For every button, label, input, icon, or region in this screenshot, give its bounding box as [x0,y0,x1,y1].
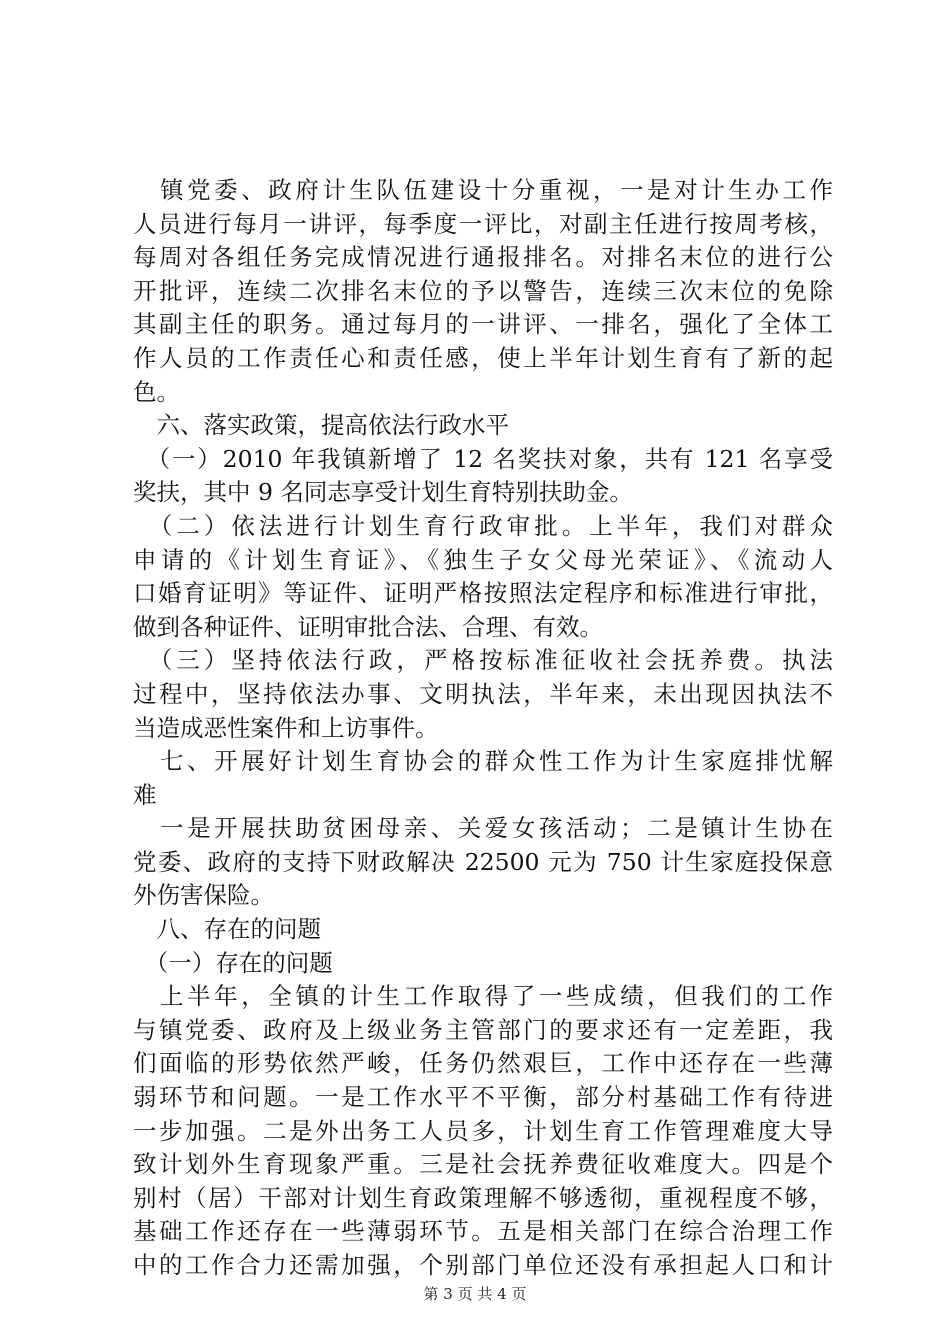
text-line: 致计划外生育现象严重。三是社会抚养费征收难度大。四是个 [133,1150,833,1179]
text-line: 上半年，全镇的计生工作取得了一些成绩，但我们的工作 [133,982,833,1011]
text-line: 六、落实政策，提高依法行政水平 [133,411,509,440]
text-line: 一步加强。二是外出务工人员多，计划生育工作管理难度大导 [133,1116,833,1145]
text-line: 八、存在的问题 [133,915,321,944]
text-line: 弱环节和问题。一是工作水平不平衡，部分村基础工作有待进 [133,1083,833,1112]
text-line: 基础工作还存在一些薄弱环节。五是相关部门在综合治理工作 [133,1217,833,1246]
text-line: 申请的《计划生育证》、《独生子女父母光荣证》、《流动人 [133,545,833,574]
text-line: 别村（居）干部对计划生育政策理解不够透彻，重视程度不够， [133,1183,833,1212]
text-line: 其副主任的职务。通过每月的一讲评、一排名，强化了全体工 [133,310,833,339]
page-footer: 第 3 页 共 4 页 [423,1285,527,1303]
text-line: 作人员的工作责任心和责任感，使上半年计划生育有了新的起 [133,343,833,372]
text-line: 当造成恶性案件和上访事件。 [133,713,439,742]
text-line: 每周对各组任务完成情况进行通报排名。对排名末位的进行公 [133,243,833,272]
text-line: （三）坚持依法行政，严格按标准征收社会抚养费。执法 [133,646,833,675]
text-line: 党委、政府的支持下财政解决 22500 元为 750 计生家庭投保意 [133,847,833,876]
text-line: 开批评，连续二次排名末位的予以警告，连续三次末位的免除 [133,276,833,305]
text-line: （二）依法进行计划生育行政审批。上半年，我们对群众 [133,511,833,540]
text-line: 外伤害保险。 [133,881,274,910]
text-line: 与镇党委、政府及上级业务主管部门的要求还有一定差距，我 [133,1015,833,1044]
text-line: （一）2010 年我镇新增了 12 名奖扶对象，共有 121 名享受 [133,444,833,473]
text-line: 做到各种证件、证明审批合法、合理、有效。 [133,612,603,641]
text-line: 人员进行每月一讲评，每季度一评比，对副主任进行按周考核， [133,209,833,238]
text-line: 奖扶，其中 9 名同志享受计划生育特别扶助金。 [133,478,633,507]
text-line: 中的工作合力还需加强，个别部门单位还没有承担起人口和计 [133,1251,833,1279]
text-line: 色。 [133,377,180,406]
text-line: 七、开展好计划生育协会的群众性工作为计生家庭排忧解 [133,747,833,776]
text-line: （一）存在的问题 [133,948,333,977]
text-line: 一是开展扶助贫困母亲、关爱女孩活动；二是镇计生协在 [133,814,833,843]
text-line: 镇党委、政府计生队伍建设十分重视，一是对计生办工作 [133,176,833,204]
text-line: 过程中，坚持依法办事、文明执法，半年来，未出现因执法不 [133,679,833,708]
body-text [133,174,833,1283]
text-line: 们面临的形势依然严峻，任务仍然艰巨，工作中还存在一些薄 [133,1049,833,1078]
text-line: 口婚育证明》等证件、证明严格按照法定程序和标准进行审批， [133,579,833,608]
text-line: 难 [133,780,157,809]
